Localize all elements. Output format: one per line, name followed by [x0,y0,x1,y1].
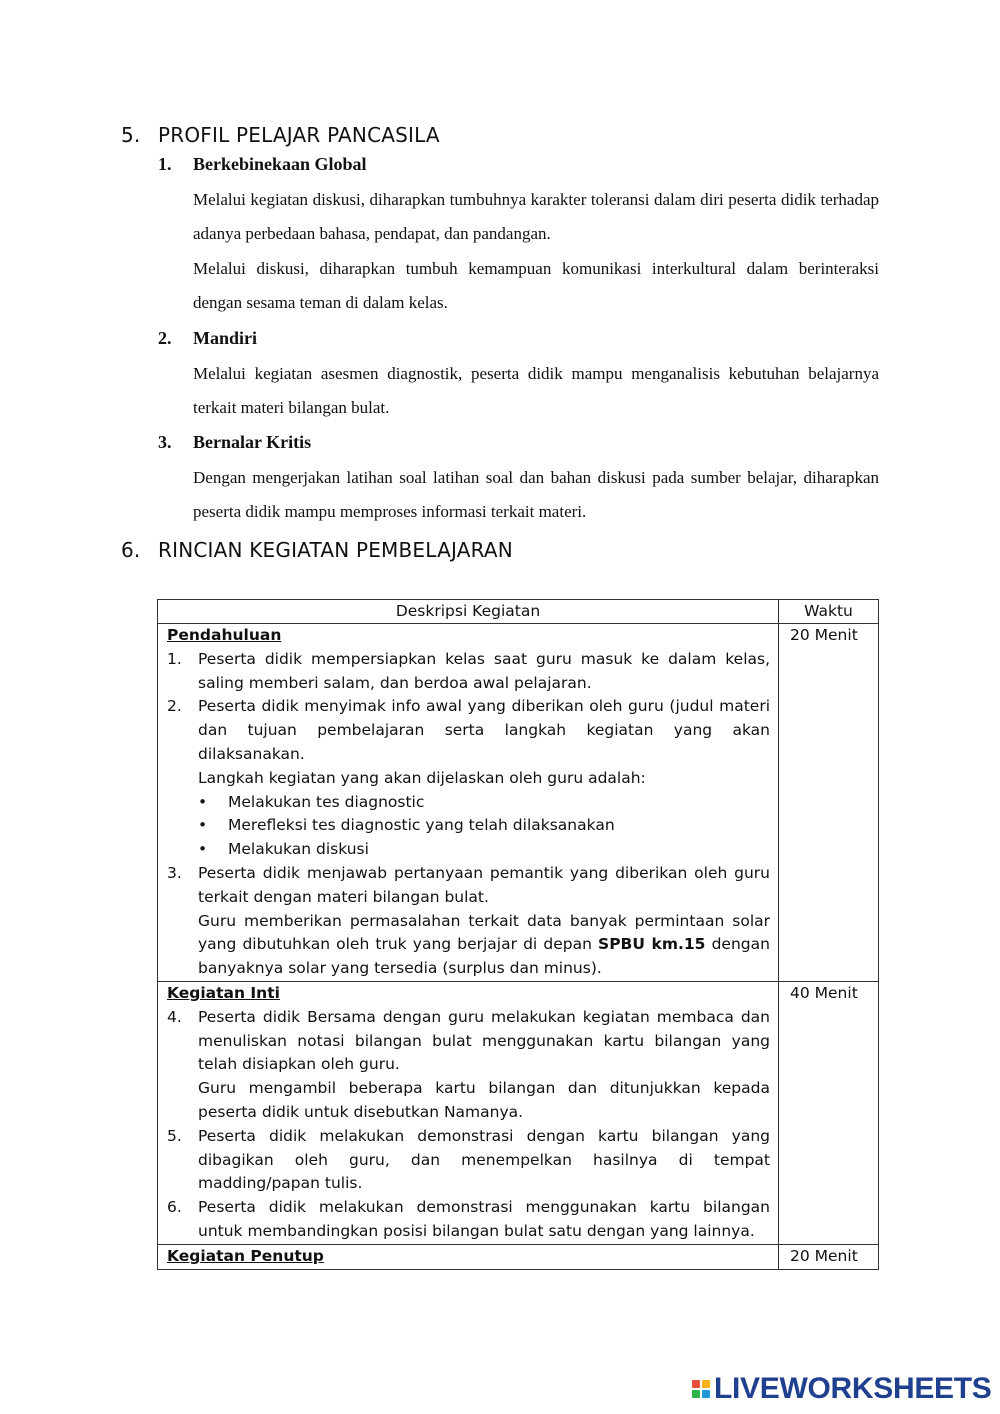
logo-square [702,1390,710,1398]
item-subtext: Langkah kegiatan yang akan dijelaskan oleh guru adalah: [198,768,646,787]
time-cell: 20 Menit [779,624,879,982]
header-time: Waktu [779,600,879,624]
item-number: 3. [167,863,182,882]
item-text: Peserta didik melakukan demonstrasi menggunakan kartu bilangan untuk membandingkan posisi bilangan bulat satu dengan yang lainnya. [198,1198,770,1240]
item-text: Peserta didik mempersiapkan kelas saat guru masuk ke dalam kelas, saling memberi salam, dan berdoa awal pelajaran. [198,649,770,692]
item-text: Peserta didik melakukan demonstrasi dengan kartu bilangan yang dibagikan oleh guru, dan menempelkan hasilnya di tempat madding/papan tulis. [198,1126,770,1193]
time-cell: 20 Menit [779,1244,879,1269]
item-number: 5. [167,1126,182,1145]
section-5-heading [121,123,440,147]
bullet-item [167,814,770,838]
subsection-heading [158,328,257,349]
bullet-text: Merefleksi tes diagnostic yang telah dilaksanakan [228,816,615,835]
subsection-number: 2. [158,328,172,348]
paragraph: Melalui kegiatan diskusi, diharapkan tumbuhnya karakter toleransi dalam diri peserta didik terhadap adanya perbedaan bahasa, pendapat, dan pandangan. [193,190,879,243]
table-row [158,981,879,1244]
item-number: 2. [167,697,182,716]
description-cell [158,981,779,1244]
item-subtext: Guru mengambil beberapa kartu bilangan dan ditunjukkan kepada peserta didik untuk disebutkan Namanya. [198,1079,770,1121]
bullet-item [167,838,770,862]
time-cell: 40 Menit [779,981,879,1244]
logo-square [702,1380,710,1388]
bullet-icon: • [198,816,208,835]
subsection-heading [158,154,367,175]
bullet-text: Melakukan diskusi [228,840,369,859]
logo-square [692,1380,700,1388]
subsection-number: 3. [158,432,172,452]
section-number: 5. [121,123,141,147]
item-number: 1. [167,649,182,668]
phase-title: Kegiatan Penutup [167,1246,324,1265]
bullet-text: Melakukan tes diagnostic [228,792,425,811]
logo-text: LIVEWORKSHEETS [714,1372,992,1405]
header-description: Deskripsi Kegiatan [158,600,779,624]
list-item [167,1006,770,1077]
logo-icon [692,1380,710,1398]
phase-title: Kegiatan Inti [167,983,280,1002]
list-item [167,1196,770,1244]
subsection-heading [158,432,311,453]
paragraph: Melalui diskusi, diharapkan tumbuh kemampuan komunikasi interkultural dalam berinteraksi dengan sesama teman di dalam kelas. [193,259,879,312]
list-item [167,1125,770,1196]
subsection-title: Bernalar Kritis [193,432,312,452]
item-text: Peserta didik menjawab pertanyaan pemantik yang diberikan oleh guru terkait dengan materi bilangan bulat. [198,863,770,906]
subtext-part: dengan banyaknya solar yang tersedia (surplus dan minus). [198,935,770,978]
item-text: Peserta didik Bersama dengan guru melakukan kegiatan membaca dan menuliskan notasi bilangan bulat menggunakan kartu bilangan yang telah disiapkan oleh guru. [198,1007,770,1074]
bullet-icon: • [198,840,208,859]
section-title: PROFIL PELAJAR PANCASILA [158,123,440,147]
description-cell [158,1244,779,1269]
table-row [158,1244,879,1269]
list-item [167,862,770,910]
subsection-title: Mandiri [193,328,258,348]
bullet-icon: • [198,792,208,811]
list-item [167,648,770,696]
item-text: Peserta didik menyimak info awal yang diberikan oleh guru (judul materi dan tujuan pembelajaran serta langkah kegiatan yang akan dilaksanakan. [198,697,770,763]
section-title: RINCIAN KEGIATAN PEMBELAJARAN [158,538,513,562]
list-item [167,695,770,766]
bullet-item [167,791,770,815]
subsection-title: Berkebinekaan Global [193,154,367,174]
activity-table [157,599,879,1270]
section-number: 6. [121,538,141,562]
section-6-heading [121,538,513,562]
paragraph: Melalui kegiatan asesmen diagnostik, peserta didik mampu menganalisis kebutuhan belajarnya terkait materi bilangan bulat. [193,364,879,417]
liveworksheets-logo [692,1374,992,1404]
description-cell [158,624,779,982]
subtext-bold: SPBU km.15 [598,935,706,954]
item-number: 6. [167,1198,182,1217]
subtext-part: Guru memberikan permasalahan terkait data banyak permintaan solar yang dibutuhkan oleh truk yang berjajar di depan [198,911,770,954]
table-header-row [158,600,879,624]
subsection-number: 1. [158,154,172,174]
phase-title: Pendahuluan [167,626,282,644]
paragraph: Dengan mengerjakan latihan soal latihan soal dan bahan diskusi pada sumber belajar, diharapkan peserta didik mampu memproses informasi terkait materi. [193,468,879,521]
item-number: 4. [167,1007,182,1026]
item-subtext [167,910,770,981]
logo-square [692,1390,700,1398]
table-row [158,624,879,982]
